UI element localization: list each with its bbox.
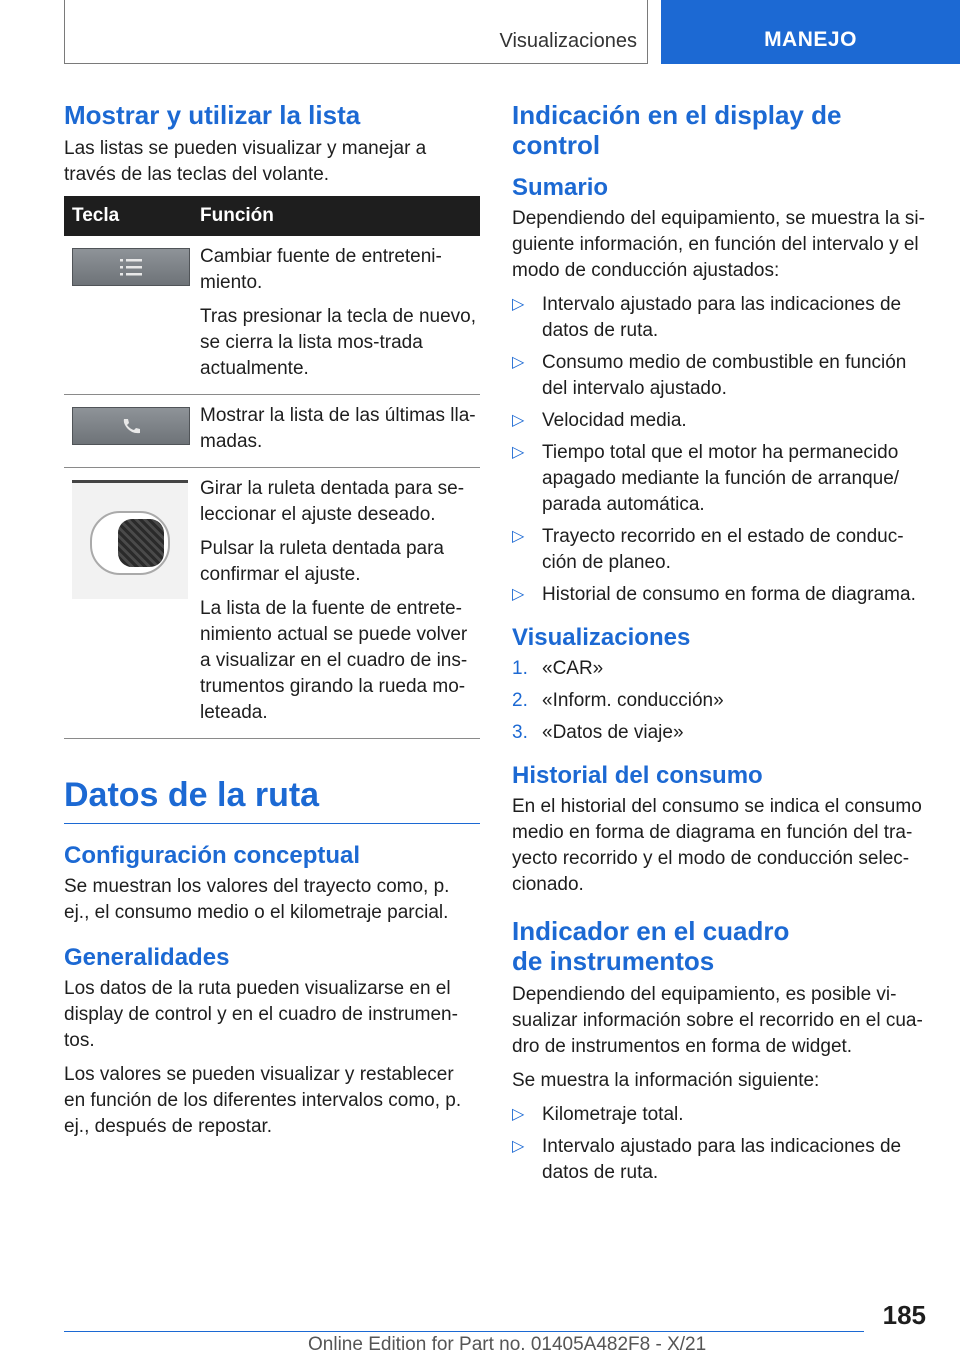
list-key-icon	[72, 248, 190, 286]
list-section-title: Mostrar y utilizar la lista	[64, 100, 361, 130]
list-item: ▷ Trayecto recorrido en el estado de conduc-ción de planeo.	[512, 526, 904, 573]
cluster-text: Dependiendo del equipamiento, es posible vi-sualizar información sobre el recorrido en el cua-dro de instrumentos en forma de widget.	[512, 984, 923, 1057]
display-section-title: Indicación en el display de control	[512, 100, 842, 160]
list-item: 2. «Inform. conducción»	[512, 690, 724, 711]
summary-title: Sumario	[512, 174, 609, 201]
cluster-text-2: Se muestra la información siguiente:	[512, 1070, 820, 1091]
keys-table	[64, 196, 480, 739]
views-steps	[512, 656, 926, 746]
table-header-function: Función	[192, 196, 480, 236]
header-chapter-tab: MANEJO	[661, 0, 960, 64]
list-item: ▷ Historial de consumo en forma de diagrama.	[512, 584, 916, 605]
table-row	[64, 236, 480, 395]
table-row	[64, 395, 480, 468]
cluster-list	[512, 1102, 926, 1186]
phone-key-icon	[72, 407, 190, 445]
thumbwheel-icon	[72, 480, 188, 599]
route-title-rule	[64, 775, 480, 824]
list-item: ▷ Velocidad media.	[512, 410, 687, 431]
concept-text: Se muestran los valores del trayecto como, p. ej., el consumo medio o el kilometraje parcial.	[64, 876, 450, 923]
history-title: Historial del consumo	[512, 762, 763, 789]
list-item: ▷ Consumo medio de combustible en función del intervalo ajustado.	[512, 352, 907, 399]
list-item: 3. «Datos de viaje»	[512, 722, 684, 743]
table-row	[64, 468, 480, 739]
footer-rule	[64, 1331, 864, 1332]
concept-title: Configuración conceptual	[64, 842, 361, 869]
list-intro: Las listas se pueden visualizar y manejar a través de las teclas del volante.	[64, 138, 427, 185]
list-item: ▷ Intervalo ajustado para las indicaciones de datos de ruta.	[512, 294, 902, 341]
row1-line2: Tras presionar la tecla de nuevo, se cierra la lista mos-trada actualmente.	[200, 306, 477, 379]
summary-list	[512, 292, 926, 608]
route-section-title: Datos de la ruta	[64, 776, 320, 814]
row3-line1: Girar la ruleta dentada para se-leccionar el ajuste deseado.	[200, 478, 465, 525]
cluster-title: Indicador en el cuadro de instrumentos	[512, 916, 790, 976]
history-text: En el historial del consumo se indica el consumo medio en forma de diagrama en función del tra-yecto recorrido y el modo de conducción selec-cionado.	[512, 796, 922, 895]
general-text-1: Los datos de la ruta pueden visualizarse en el display de control y en el cuadro de instrumen-tos.	[64, 978, 458, 1051]
list-item: 1. «CAR»	[512, 658, 604, 679]
right-column	[512, 100, 926, 1196]
row3-line3: La lista de la fuente de entrete-nimiento actual se puede volver a visualizar en el cuadro de ins-trumentos girando la rueda mo-leteada.	[200, 598, 468, 723]
row3-line2: Pulsar la ruleta dentada para confirmar el ajuste.	[200, 538, 444, 585]
list-item: ▷ Intervalo ajustado para las indicaciones de datos de ruta.	[512, 1136, 902, 1183]
page-number: 185	[882, 1300, 926, 1330]
table-header-key: Tecla	[64, 196, 192, 236]
views-title: Visualizaciones	[512, 624, 691, 651]
general-title: Generalidades	[64, 944, 230, 971]
row2-line1: Mostrar la lista de las últimas lla-madas.	[200, 405, 476, 452]
left-column	[64, 100, 480, 1148]
general-text-2: Los valores se pueden visualizar y restablecer en función de los diferentes intervalos como, p. ej., después de repostar.	[64, 1064, 462, 1137]
header-section-title: Visualizaciones	[499, 30, 637, 52]
list-item: ▷ Kilometraje total.	[512, 1104, 684, 1125]
row1-line1: Cambiar fuente de entreteni-miento.	[200, 246, 442, 293]
footer-edition: Online Edition for Part no. 01405A482F8 - X/21	[308, 1334, 707, 1355]
summary-text: Dependiendo del equipamiento, se muestra la si-guiente información, en función del intervalo y el modo de conducción ajustados:	[512, 208, 925, 281]
list-item: ▷ Tiempo total que el motor ha permanecido apagado mediante la función de arranque/ parada automática.	[512, 442, 900, 515]
